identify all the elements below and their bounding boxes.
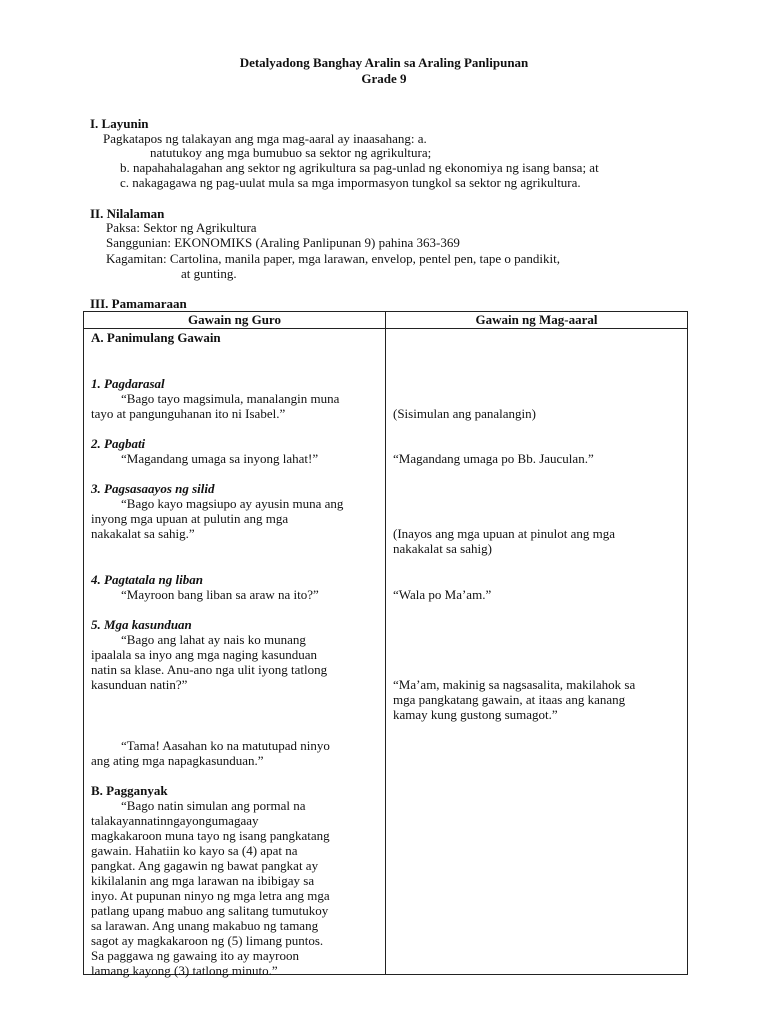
guro-column [84,329,386,978]
response-pagsasaayos: (Inayos ang mga upuan at pinulot ang mga [393,526,616,541]
response-kasunduan: “Ma’am, makinig sa nagsasalita, makilahok sa [393,677,636,692]
pagganyak-line: inyo. At pupunan ninyo ng mga letra ang mga [91,888,330,903]
pagganyak-line: talakayannatinngayongumagaay [91,813,259,828]
pagdarasal-heading: 1. Pagdarasal [91,376,165,391]
sanggunian: Sanggunian: EKONOMIKS (Araling Panlipunan 9) pahina 363-369 [106,235,460,250]
pagsasaayos-line: inyong mga upuan at pulutin ang mga [91,511,289,526]
kasunduan-line: kasunduan natin?” [91,677,188,692]
pagbati-heading: 2. Pagbati [91,436,146,451]
layunin-a: natutukoy ang mga bumubuo sa sektor ng agrikultura; [150,145,432,160]
kasunduan-line: natin sa klase. Anu-ano nga ulit iyong tatlong [91,662,328,677]
pagganyak-line: Sa paggawa ng gawaing ito ay mayroon [91,948,299,963]
response-pagsasaayos: nakakalat sa sahig) [393,541,492,556]
pagganyak-line: “Bago natin simulan ang pormal na [121,798,306,813]
kasunduan-line: ipaalala sa inyo ang mga naging kasunduan [91,647,317,662]
pagganyak-line: pangkat. Ang gagawin ng bawat pangkat ay [91,858,319,873]
kagamitan-cont: at gunting. [181,266,237,281]
kasunduan-line: “Bago ang lahat ay nais ko munang [121,632,306,647]
tama-line: ang ating mga napagkasunduan.” [91,753,264,768]
layunin-intro: Pagkatapos ng talakayan ang mga mag-aaral ay inaasahang: a. [103,131,427,146]
pagganyak-line: gawain. Hahatiin ko kayo sa (4) apat na [91,843,298,858]
pagdarasal-line: “Bago tayo magsimula, manalangin muna [121,391,340,406]
kagamitan: Kagamitan: Cartolina, manila paper, mga larawan, envelop, pentel pen, tape o pandikit, [106,251,560,266]
pagsasaayos-line: “Bago kayo magsiupo ay ayusin muna ang [121,496,344,511]
pagdarasal-line: tayo at pangunguhanan ito ni Isabel.” [91,406,286,421]
pagganyak-line: sa larawan. Ang unang makabuo ng tamang [91,918,319,933]
page-title: Detalyadong Banghay Aralin sa Araling Panlipunan [239,55,529,70]
pagtatala-heading: 4. Pagtatala ng liban [91,572,203,587]
pagganyak-line: sagot ay magkakaroon ng (5) limang puntos. [91,933,324,948]
tama-line: “Tama! Aasahan ko na matutupad ninyo [121,738,330,753]
response-kasunduan: kamay kung gustong sumagot.” [393,707,558,722]
layunin-c: c. nakagagawa ng pag-uulat mula sa mga impormasyon tungkol sa sektor ng agrikultura. [120,175,581,190]
layunin-b: b. napahahalagahan ang sektor ng agrikultura sa pag-unlad ng ekonomiya ng isang bansa; at [120,160,599,175]
pagganyak-line: lamang kayong (3) tatlong minuto.” [91,963,278,978]
grade-label: Grade 9 [361,71,407,86]
response-pagdarasal: (Sisimulan ang panalangin) [393,406,536,421]
mag-aaral-column [386,329,688,975]
pagganyak-line: kikilalanin ang mga larawan na ibibigay sa [91,873,315,888]
paksa: Paksa: Sektor ng Agrikultura [106,220,257,235]
pagganyak-line: magkakaroon muna tayo ng isang pangkatang [91,828,330,843]
nilalaman-heading: II. Nilalaman [90,206,165,221]
response-pagbati: “Magandang umaga po Bb. Jauculan.” [393,451,594,466]
kasunduan-heading: 5. Mga kasunduan [91,617,192,632]
response-kasunduan: mga pangkatang gawain, at itaas ang kanang [393,692,626,707]
pagtatala-line: “Mayroon bang liban sa araw na ito?” [121,587,319,602]
pamamaraan-heading: III. Pamamaraan [90,296,187,311]
pagsasaayos-heading: 3. Pagsasaayos ng silid [91,481,215,496]
column-header-guro: Gawain ng Guro [84,312,386,329]
pagbati-line: “Magandang umaga sa inyong lahat!” [121,451,319,466]
lesson-table [83,311,688,978]
pagsasaayos-line: nakakalat sa sahig.” [91,526,195,541]
column-header-mag-aaral: Gawain ng Mag-aaral [386,312,688,329]
response-pagtatala: “Wala po Ma’am.” [393,587,492,602]
layunin-heading: I. Layunin [90,116,149,131]
pagganyak-line: patlang upang mabuo ang salitang tumutukoy [91,903,329,918]
section-a-heading: A. Panimulang Gawain [91,330,221,345]
section-b-heading: B. Pagganyak [91,783,168,798]
